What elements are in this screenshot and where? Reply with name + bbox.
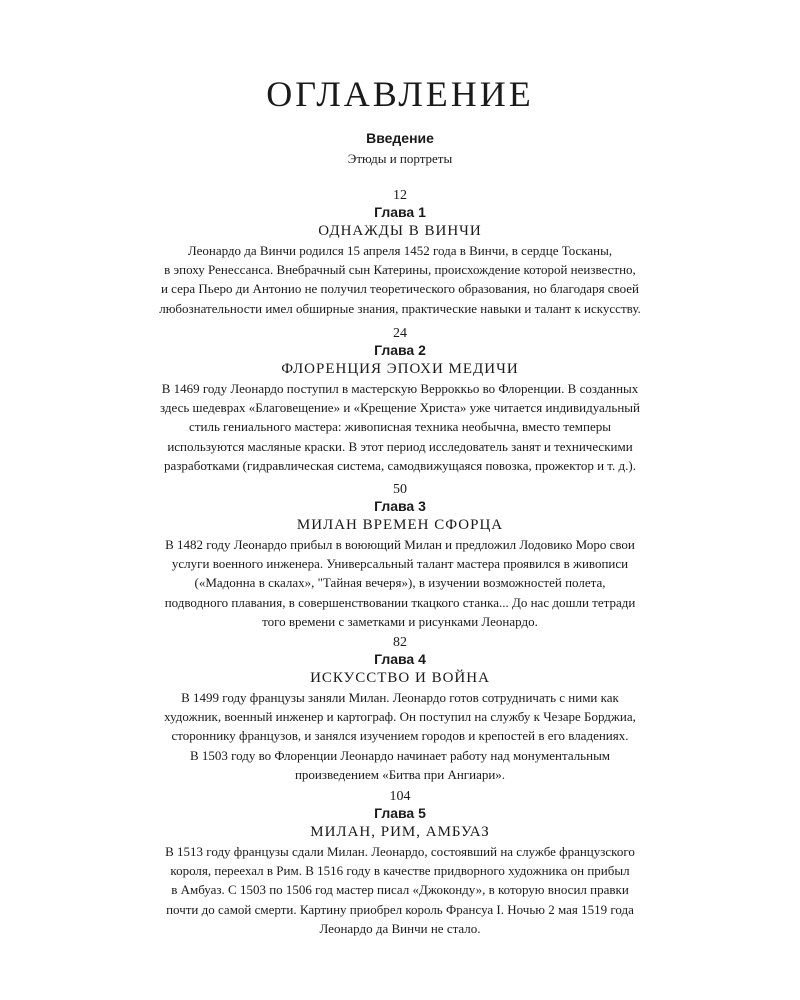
description-line: Леонардо да Винчи родился 15 апреля 1452 года в Винчи, в сердце Тосканы, [187,243,613,258]
chapter-page-number: 82 [393,635,407,650]
description-line: Леонардо да Винчи не стало. [319,920,481,936]
chapter-label: Глава 1 [374,204,426,220]
chapter-description [70,688,730,784]
chapter-label: Глава 2 [374,342,426,358]
description-line: и сера Пьеро ди Антонио не получил теоретического образования, но благодаря своей [160,281,640,297]
chapter-label: Глава 4 [374,651,426,667]
chapter-title: ИСКУССТВО И ВОЙНА [310,670,490,686]
chapter-page-number: 104 [389,789,411,804]
description-line: подводного плавания, в совершенствовании ткацкого станка... До нас дошли тетради [164,594,636,610]
description-line: В 1499 году французы заняли Милан. Леонардо готов сотрудничать с ними как [181,690,619,705]
description-line: разработками (гидравлическая система, самодвижущаяся повозка, прожектор и т. д.). [164,457,636,473]
description-line: почти до самой смерти. Картину приобрел король Франсуа I. Ночью 2 мая 1519 года [166,901,634,917]
chapter-5 [70,788,730,938]
description-line: стиль гениального мастера: живописная техника необычна, вместо темперы [189,419,611,435]
chapter-2 [70,325,730,475]
chapter-page-number: 12 [393,188,407,203]
description-line: В 1482 году Леонардо прибыл в воюющий Милан и предложил Лодовико Моро свои [165,537,635,552]
chapter-title: ОДНАЖДЫ В ВИНЧИ [318,223,482,239]
description-line: короля, переехал в Рим. В 1516 году в качестве придворного художника он прибыл [170,863,630,879]
chapter-3 [70,481,730,631]
intro-heading: Введение [366,130,434,146]
chapter-page-number: 50 [393,482,407,497]
description-line: в эпоху Ренессанса. Внебрачный сын Катерины, происхождение которой неизвестно, [164,262,636,278]
description-line: здесь шедеврах «Благовещение» и «Крещение Христа» уже читается индивидуальный [160,400,640,416]
description-line: произведением «Битва при Ангиари». [294,766,506,782]
description-line: в Амбуаз. С 1503 по 1506 год мастер писал «Джоконду», в которую вносил правки [171,882,629,898]
description-line: любознательности имел обширные знания, практические навыки и талант к искусству. [159,300,641,316]
description-line: используются масляные краски. В этот период исследователь занят и техническими [167,438,633,454]
chapter-description [70,535,730,631]
chapter-description [70,241,730,318]
chapter-page-number: 24 [393,326,407,341]
description-line: художник, военный инженер и картограф. Он поступил на службу к Чезаре Борджиа, [164,709,636,725]
description-line: услуги военного инженера. Универсальный талант мастера проявился в живописи [171,556,629,572]
description-line: («Мадонна в скалах», "Тайная вечеря»), в изучении возможностей полета, [194,575,606,591]
chapter-label: Глава 5 [374,805,426,821]
page-title: ОГЛАВЛЕНИЕ [266,74,534,114]
chapter-description [70,842,730,938]
description-line: того времени с заметками и рисунками Леонардо. [262,613,538,629]
chapter-description [70,379,730,475]
description-line: стороннику французов, и занялся изучением городов и крепостей в его владениях. [171,728,629,744]
description-line: В 1503 году во Флоренции Леонардо начинает работу над монументальным [189,747,611,763]
description-line: В 1513 году французы сдали Милан. Леонардо, состоявший на службе французского [165,844,635,859]
chapter-title: ФЛОРЕНЦИЯ ЭПОХИ МЕДИЧИ [281,361,519,377]
chapter-title: МИЛАН ВРЕМЕН СФОРЦА [296,517,504,533]
chapter-4 [70,634,730,784]
chapter-1 [70,187,730,318]
intro-subtitle: Этюды и портреты [347,151,453,166]
chapter-label: Глава 3 [374,498,426,514]
description-line: В 1469 году Леонардо поступил в мастерскую Верроккьо во Флоренции. В созданных [161,381,639,396]
chapter-title: МИЛАН, РИМ, АМБУАЗ [310,824,490,840]
